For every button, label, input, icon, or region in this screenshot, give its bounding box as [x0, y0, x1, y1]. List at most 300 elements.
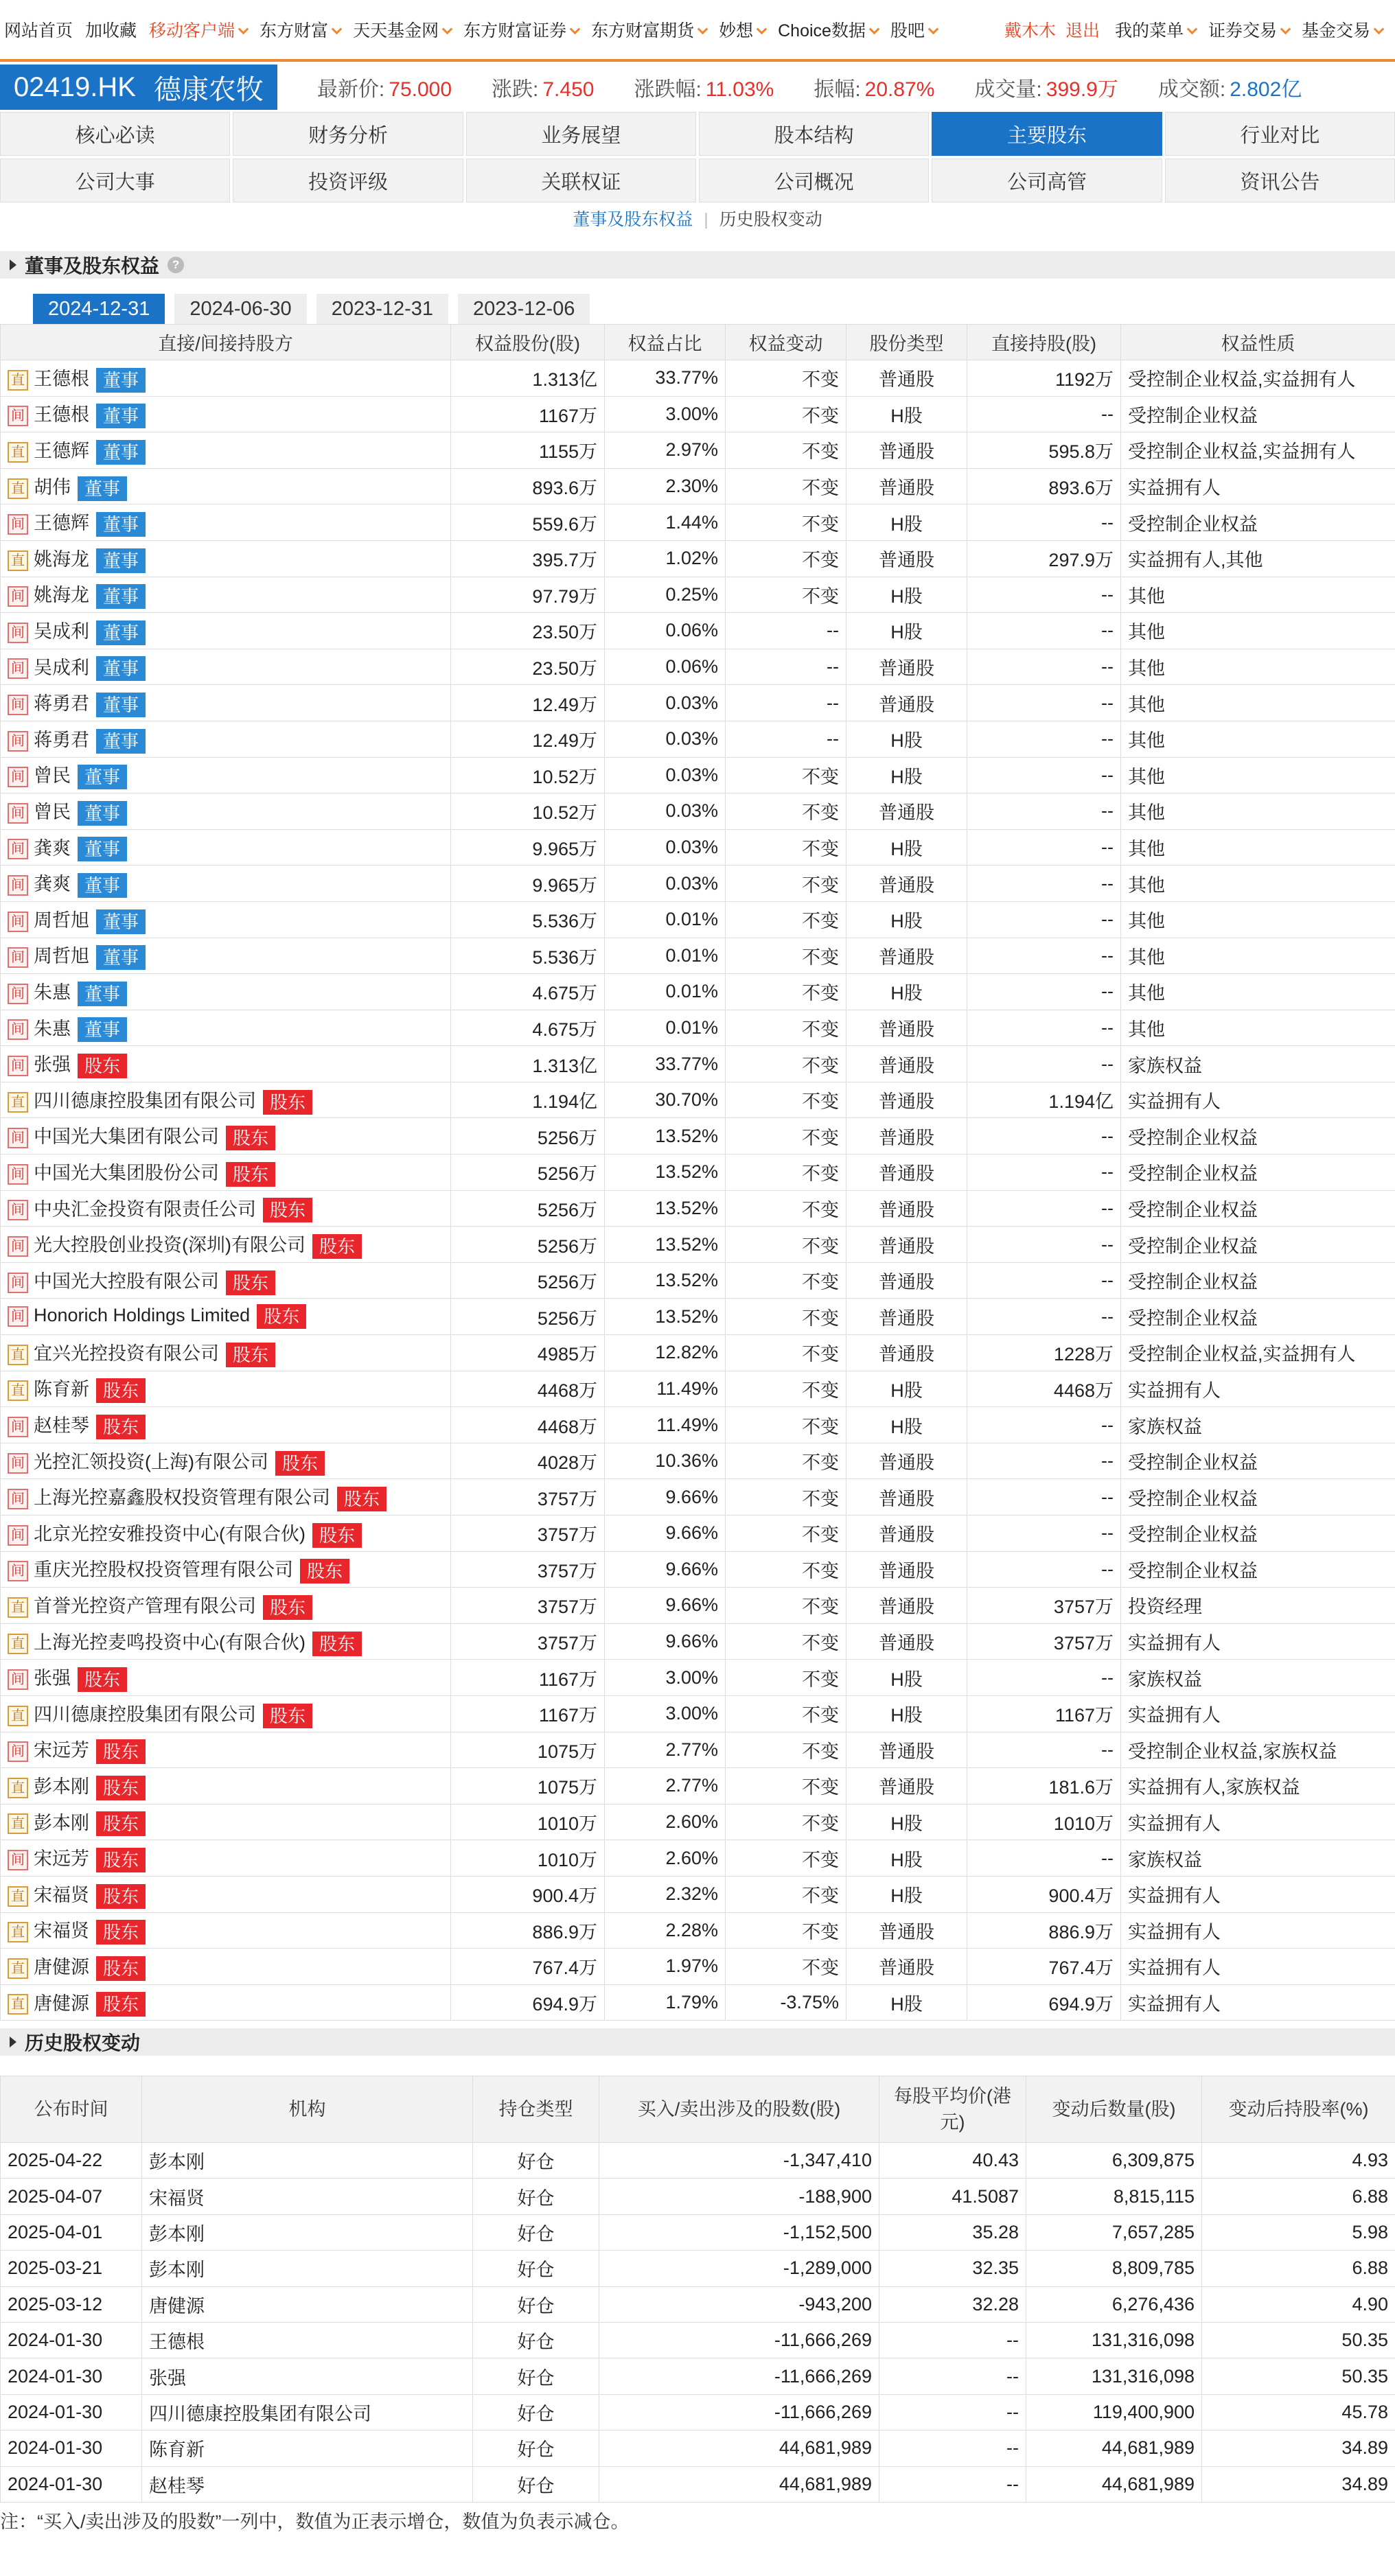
interest-ratio: 1.79% — [605, 1984, 726, 2021]
nav-choice[interactable]: Choice数据 — [778, 17, 878, 42]
share-type: H股 — [846, 1407, 967, 1443]
holder-cell — [1, 829, 451, 866]
interest-shares: 559.6万 — [451, 504, 605, 541]
interest-ratio: 13.52% — [605, 1154, 726, 1191]
nav-mobile[interactable]: 移动客户端 — [149, 17, 247, 42]
holding-type-icon: 间 — [8, 803, 28, 824]
share-type: 普通股 — [846, 1732, 967, 1768]
interest-change: -- — [726, 721, 846, 757]
direct-shares: -- — [967, 577, 1121, 613]
interest-nature: 受控制企业权益 — [1121, 1479, 1395, 1516]
tab-profile[interactable]: 公司概况 — [699, 159, 929, 202]
direct-shares: 181.6万 — [967, 1768, 1121, 1805]
share-type: H股 — [846, 1984, 967, 2021]
interest-nature: 其他 — [1121, 613, 1395, 649]
holder-name[interactable]: 王德根 — [34, 368, 89, 389]
interest-nature: 其他 — [1121, 866, 1395, 902]
direct-shares: -- — [967, 1443, 1121, 1479]
holder-name[interactable]: 陈育新 — [34, 1379, 89, 1400]
holder-cell — [1, 1190, 451, 1227]
interest-change: 不变 — [726, 1551, 846, 1588]
avg-price: 32.28 — [879, 2286, 1026, 2322]
holder-name[interactable]: 蒋勇君 — [34, 729, 89, 750]
avg-price: -- — [879, 2322, 1026, 2358]
share-type: 普通股 — [846, 685, 967, 721]
holder-name[interactable]: 中国光大控股有限公司 — [34, 1270, 219, 1292]
interest-change: 不变 — [726, 974, 846, 1010]
interest-change: 不变 — [726, 1335, 846, 1371]
holding-type-icon: 直 — [8, 1634, 28, 1654]
holder-name[interactable]: 四川德康控股集团有限公司 — [34, 1704, 256, 1725]
holder-role-badge: 董事 — [96, 512, 146, 537]
tab-executives[interactable]: 公司高管 — [932, 159, 1162, 202]
direct-shares: -- — [967, 1154, 1121, 1191]
tab-core[interactable]: 核心必读 — [0, 112, 230, 156]
interest-ratio: 2.60% — [605, 1840, 726, 1877]
nav-guba[interactable]: 股吧 — [890, 17, 937, 42]
holder-name[interactable]: 中国光大集团有限公司 — [34, 1126, 219, 1148]
table-row — [1, 1949, 1395, 1985]
direct-shares: -- — [967, 1010, 1121, 1046]
interest-nature: 家族权益 — [1121, 1660, 1395, 1696]
share-type: H股 — [846, 1371, 967, 1407]
holder-name[interactable]: 赵桂琴 — [34, 1415, 89, 1437]
shares-traded: -1,289,000 — [599, 2251, 879, 2286]
interest-change: 不变 — [726, 1046, 846, 1082]
shares-after: 131,316,098 — [1026, 2322, 1202, 2358]
interest-nature: 其他 — [1121, 829, 1395, 866]
holder-cell — [1, 1695, 451, 1732]
interest-change: 不变 — [726, 1371, 846, 1407]
interest-nature: 投资经理 — [1121, 1588, 1395, 1624]
direct-shares: 900.4万 — [967, 1876, 1121, 1912]
nav-fund[interactable]: 天天基金网 — [353, 17, 451, 42]
stock-code: 02419.HK — [14, 71, 136, 102]
interest-change: 不变 — [726, 468, 846, 504]
interest-change: 不变 — [726, 793, 846, 830]
institution-name[interactable]: 彭本刚 — [142, 2251, 473, 2286]
holder-name[interactable]: 宋福贤 — [34, 1884, 89, 1905]
nav-eastmoney[interactable]: 东方财富 — [260, 17, 341, 42]
holder-name[interactable]: 周哲旭 — [34, 946, 89, 967]
holding-type-icon: 间 — [8, 1453, 28, 1474]
interest-ratio: 0.03% — [605, 793, 726, 830]
nav-futures[interactable]: 东方财富期货 — [591, 17, 706, 42]
holder-cell — [1, 1262, 451, 1299]
subtab-history[interactable]: 历史股权变动 — [719, 210, 822, 229]
column-header: 变动后持股率(%) — [1202, 2076, 1395, 2143]
table-row — [1, 1479, 1395, 1516]
tab-outlook[interactable]: 业务展望 — [466, 112, 696, 156]
holding-type-icon: 间 — [8, 1741, 28, 1762]
interest-change: 不变 — [726, 1407, 846, 1443]
table-row — [1, 757, 1395, 793]
share-type: 普通股 — [846, 1082, 967, 1118]
table-row — [1, 2466, 1395, 2502]
date-tab[interactable]: 2024-12-31 — [33, 294, 165, 324]
nav-my-menu[interactable]: 我的菜单 — [1115, 17, 1196, 42]
nav-home[interactable]: 网站首页 — [4, 21, 73, 40]
interest-ratio: 0.03% — [605, 829, 726, 866]
subtab-director-interests[interactable]: 董事及股东权益 — [573, 210, 693, 229]
holder-cell — [1, 1949, 451, 1985]
direct-shares: -- — [967, 1407, 1121, 1443]
table-row — [1, 1082, 1395, 1118]
interest-shares: 1155万 — [451, 432, 605, 469]
interest-shares: 900.4万 — [451, 1876, 605, 1912]
holder-role-badge: 董事 — [96, 729, 146, 754]
holder-name[interactable]: 王德辉 — [34, 513, 89, 534]
institution-name[interactable]: 四川德康控股集团有限公司 — [142, 2394, 473, 2430]
holder-role-badge: 股东 — [96, 1992, 146, 2017]
holding-pct-after: 5.98 — [1202, 2214, 1395, 2250]
position-type: 好仓 — [473, 2214, 599, 2250]
direct-shares: -- — [967, 1299, 1121, 1335]
holder-name[interactable]: 张强 — [34, 1054, 71, 1076]
holder-name[interactable]: 龚爽 — [34, 837, 71, 859]
holder-name[interactable]: 胡伟 — [34, 476, 71, 498]
holding-type-icon: 间 — [8, 875, 28, 896]
holder-cell — [1, 866, 451, 902]
tab-events[interactable]: 公司大事 — [0, 159, 230, 202]
holder-name[interactable]: 上海光控嘉鑫股权投资管理有限公司 — [34, 1487, 330, 1509]
table-row — [1, 1695, 1395, 1732]
holder-name[interactable]: 光控汇领投资(上海)有限公司 — [34, 1451, 268, 1472]
shares-traded: 44,681,989 — [599, 2430, 879, 2466]
user-name[interactable]: 戴木木 — [1004, 21, 1056, 40]
table-row — [1, 1660, 1395, 1696]
table-row — [1, 360, 1395, 397]
holder-name[interactable]: 宋远芳 — [34, 1740, 89, 1761]
tab-rating[interactable]: 投资评级 — [233, 159, 463, 202]
interest-ratio: 0.01% — [605, 974, 726, 1010]
quote-amount: 成交额: 2.802亿 — [1157, 78, 1302, 101]
direct-shares: -- — [967, 1840, 1121, 1877]
direct-shares: 1228万 — [967, 1335, 1121, 1371]
date-tab[interactable]: 2023-12-06 — [458, 294, 590, 324]
interest-shares: 1167万 — [451, 396, 605, 432]
holder-name[interactable]: 四川德康控股集团有限公司 — [34, 1090, 256, 1111]
holder-cell — [1, 360, 451, 397]
interest-nature: 受控制企业权益 — [1121, 1118, 1395, 1154]
interest-ratio: 0.03% — [605, 685, 726, 721]
interest-nature: 实益拥有人 — [1121, 1912, 1395, 1949]
column-header: 买入/卖出涉及的股数(股) — [599, 2076, 879, 2143]
shares-traded: -11,666,269 — [599, 2358, 879, 2394]
tab-industry[interactable]: 行业对比 — [1165, 112, 1395, 156]
interest-nature: 实益拥有人,家族权益 — [1121, 1768, 1395, 1805]
quote-volume: 成交量: 399.9万 — [974, 78, 1118, 101]
institution-name[interactable]: 赵桂琴 — [142, 2466, 473, 2502]
direct-shares: -- — [967, 396, 1121, 432]
direct-shares: -- — [967, 504, 1121, 541]
holding-type-icon: 间 — [8, 1128, 28, 1148]
share-type: H股 — [846, 1660, 967, 1696]
announce-date: 2025-03-12 — [1, 2286, 142, 2322]
holder-name[interactable]: 张强 — [34, 1668, 71, 1689]
direct-shares: 4468万 — [967, 1371, 1121, 1407]
table-row — [1, 1371, 1395, 1407]
holder-role-badge: 股东 — [226, 1343, 275, 1367]
table-row — [1, 1804, 1395, 1840]
share-type: 普通股 — [846, 649, 967, 685]
announce-date: 2025-04-22 — [1, 2143, 142, 2179]
institution-name[interactable]: 张强 — [142, 2358, 473, 2394]
holding-type-icon: 间 — [8, 947, 28, 968]
holder-role-badge: 股东 — [96, 1378, 146, 1403]
holder-name[interactable]: 龚爽 — [34, 874, 71, 895]
table-row — [1, 1046, 1395, 1082]
holder-name[interactable]: 王德辉 — [34, 441, 89, 462]
holder-cell — [1, 1984, 451, 2021]
holder-name[interactable]: 姚海龙 — [34, 585, 89, 606]
interest-nature: 其他 — [1121, 974, 1395, 1010]
shares-traded: 44,681,989 — [599, 2466, 879, 2502]
interest-shares: 4.675万 — [451, 974, 605, 1010]
column-header: 每股平均价(港元) — [879, 2076, 1026, 2143]
holder-cell — [1, 613, 451, 649]
interest-nature: 受控制企业权益 — [1121, 1262, 1395, 1299]
holder-name[interactable]: 宋远芳 — [34, 1848, 89, 1870]
interest-ratio: 0.25% — [605, 577, 726, 613]
share-type: H股 — [846, 504, 967, 541]
holder-name[interactable]: 朱惠 — [34, 982, 71, 1003]
holder-cell — [1, 1660, 451, 1696]
interest-change: 不变 — [726, 504, 846, 541]
nav-favorite[interactable]: 加收藏 — [85, 21, 137, 40]
direct-shares: -- — [967, 721, 1121, 757]
table-row — [1, 901, 1395, 938]
share-type: 普通股 — [846, 1443, 967, 1479]
interest-change: 不变 — [726, 1840, 846, 1877]
institution-name[interactable]: 宋福贤 — [142, 2179, 473, 2214]
interest-change: 不变 — [726, 1804, 846, 1840]
holding-type-icon: 间 — [8, 1417, 28, 1437]
tab-finance[interactable]: 财务分析 — [233, 112, 463, 156]
holder-role-badge: 董事 — [78, 982, 127, 1006]
section-header-history[interactable] — [0, 2028, 1395, 2056]
interest-ratio: 0.01% — [605, 1010, 726, 1046]
holder-name[interactable]: 上海光控麦鸣投资中心(有限合伙) — [34, 1632, 305, 1653]
holding-pct-after: 45.78 — [1202, 2394, 1395, 2430]
interest-ratio: 2.60% — [605, 1804, 726, 1840]
table-row — [1, 2143, 1395, 2179]
holder-name[interactable]: 彭本刚 — [34, 1776, 89, 1798]
interest-change: 不变 — [726, 432, 846, 469]
interest-shares: 3757万 — [451, 1588, 605, 1624]
interest-change: 不变 — [726, 540, 846, 577]
table-row — [1, 577, 1395, 613]
share-type: 普通股 — [846, 468, 967, 504]
interest-shares: 9.965万 — [451, 829, 605, 866]
holder-name[interactable]: 光大控股创业投资(深圳)有限公司 — [34, 1235, 305, 1256]
holding-type-icon: 直 — [8, 1706, 28, 1726]
holder-name[interactable]: 北京光控安雅投资中心(有限合伙) — [34, 1523, 305, 1544]
holder-name[interactable]: 中国光大集团股份公司 — [34, 1162, 219, 1183]
tab-capital[interactable]: 股本结构 — [699, 112, 929, 156]
direct-shares: -- — [967, 1660, 1121, 1696]
interest-shares: 4468万 — [451, 1407, 605, 1443]
interest-shares: 9.965万 — [451, 866, 605, 902]
holder-name[interactable]: 吴成利 — [34, 657, 89, 678]
interest-shares: 97.79万 — [451, 577, 605, 613]
holder-cell — [1, 540, 451, 577]
holder-role-badge: 董事 — [96, 584, 146, 609]
interest-nature: 其他 — [1121, 649, 1395, 685]
holder-role-badge: 董事 — [96, 693, 146, 717]
holding-type-icon: 间 — [8, 1489, 28, 1509]
nav-securities[interactable]: 东方财富证券 — [463, 17, 579, 42]
holder-name[interactable]: 曾民 — [34, 801, 71, 822]
tab-shareholders[interactable]: 主要股东 — [932, 112, 1162, 156]
institution-name[interactable]: 王德根 — [142, 2322, 473, 2358]
interest-ratio: 0.03% — [605, 757, 726, 793]
date-tab[interactable]: 2024-06-30 — [174, 294, 306, 324]
holder-role-badge: 董事 — [96, 909, 146, 934]
holder-cell — [1, 757, 451, 793]
quote-price: 最新价: 75.000 — [316, 78, 452, 101]
date-tab[interactable]: 2023-12-31 — [316, 294, 448, 324]
interest-nature: 受控制企业权益,家族权益 — [1121, 1732, 1395, 1768]
interest-nature: 受控制企业权益 — [1121, 1227, 1395, 1263]
interest-ratio: 11.49% — [605, 1407, 726, 1443]
shares-traded: -11,666,269 — [599, 2322, 879, 2358]
holder-name[interactable]: Honorich Holdings Limited — [34, 1305, 251, 1326]
position-type: 好仓 — [473, 2179, 599, 2214]
interest-ratio: 33.77% — [605, 1046, 726, 1082]
position-type: 好仓 — [473, 2143, 599, 2179]
logout-link[interactable]: 退出 — [1065, 21, 1100, 40]
interest-change: -- — [726, 685, 846, 721]
holder-name[interactable]: 周哲旭 — [34, 909, 89, 931]
holder-name[interactable]: 宋福贤 — [34, 1921, 89, 1942]
f10-tabs — [0, 112, 1395, 202]
holder-cell — [1, 1516, 451, 1552]
holder-cell — [1, 1876, 451, 1912]
interest-ratio: 30.70% — [605, 1082, 726, 1118]
tab-warrants[interactable]: 关联权证 — [466, 159, 696, 202]
interest-change: 不变 — [726, 1623, 846, 1660]
holder-role-badge: 董事 — [78, 765, 127, 789]
holder-name[interactable]: 王德根 — [34, 404, 89, 426]
holder-role-badge: 股东 — [257, 1304, 306, 1329]
interest-ratio: 1.02% — [605, 540, 726, 577]
institution-name[interactable]: 彭本刚 — [142, 2143, 473, 2179]
interest-shares: 1010万 — [451, 1840, 605, 1877]
direct-shares: -- — [967, 1479, 1121, 1516]
holder-name[interactable]: 姚海龙 — [34, 548, 89, 570]
holder-role-badge: 股东 — [96, 1920, 146, 1945]
share-type: H股 — [846, 829, 967, 866]
interest-change: 不变 — [726, 360, 846, 397]
interest-nature: 实益拥有人 — [1121, 1876, 1395, 1912]
holder-name[interactable]: 曾民 — [34, 765, 71, 787]
share-type: 普通股 — [846, 1949, 967, 1985]
table-row — [1, 432, 1395, 469]
holder-role-badge: 董事 — [96, 548, 146, 573]
institution-name[interactable]: 彭本刚 — [142, 2214, 473, 2250]
tab-news[interactable]: 资讯公告 — [1165, 159, 1395, 202]
shares-after: 6,276,436 — [1026, 2286, 1202, 2322]
holding-type-icon: 间 — [8, 1273, 28, 1293]
direct-shares: -- — [967, 793, 1121, 830]
holding-type-icon: 直 — [8, 478, 28, 499]
holder-name[interactable]: 中央汇金投资有限责任公司 — [34, 1198, 256, 1220]
table-row — [1, 540, 1395, 577]
nav-fund-trade[interactable]: 基金交易 — [1302, 17, 1383, 42]
holder-role-badge: 董事 — [96, 404, 146, 428]
holder-name[interactable]: 重庆光控股权投资管理有限公司 — [34, 1559, 293, 1581]
holder-name[interactable]: 朱惠 — [34, 1018, 71, 1039]
holder-cell — [1, 1227, 451, 1263]
holder-role-badge: 股东 — [96, 1415, 146, 1439]
holder-role-badge: 董事 — [78, 837, 127, 861]
interest-nature: 受控制企业权益 — [1121, 1551, 1395, 1588]
holder-name[interactable]: 吴成利 — [34, 621, 89, 642]
column-header: 变动后数量(股) — [1026, 2076, 1202, 2143]
table-row — [1, 1623, 1395, 1660]
institution-name[interactable]: 陈育新 — [142, 2430, 473, 2466]
section-header-interests[interactable] — [0, 251, 1395, 279]
interest-ratio: 2.32% — [605, 1876, 726, 1912]
holder-name[interactable]: 宜兴光控投资有限公司 — [34, 1343, 219, 1364]
interest-ratio: 1.44% — [605, 504, 726, 541]
table-row — [1, 1840, 1395, 1877]
institution-name[interactable]: 唐健源 — [142, 2286, 473, 2322]
table-row — [1, 2358, 1395, 2394]
holder-name[interactable]: 彭本刚 — [34, 1812, 89, 1833]
holder-name[interactable]: 唐健源 — [34, 1956, 89, 1977]
interest-change: 不变 — [726, 1227, 846, 1263]
table-row — [1, 2430, 1395, 2466]
holder-name[interactable]: 首誉光控资产管理有限公司 — [34, 1596, 256, 1617]
holder-role-badge: 董事 — [96, 945, 146, 970]
interest-shares: 1.313亿 — [451, 1046, 605, 1082]
holder-name[interactable]: 蒋勇君 — [34, 693, 89, 715]
interest-nature: 实益拥有人 — [1121, 1804, 1395, 1840]
interest-nature: 实益拥有人 — [1121, 1082, 1395, 1118]
holder-cell — [1, 1443, 451, 1479]
nav-stock-trade[interactable]: 证券交易 — [1208, 17, 1289, 42]
holder-role-badge: 董事 — [96, 620, 146, 645]
holder-cell — [1, 1912, 451, 1949]
help-icon[interactable]: ? — [168, 257, 184, 273]
holder-name[interactable]: 唐健源 — [34, 1993, 89, 2014]
avg-price: -- — [879, 2430, 1026, 2466]
share-type: 普通股 — [846, 1335, 967, 1371]
holder-role-badge: 股东 — [96, 1811, 146, 1836]
nav-miaoxiang[interactable]: 妙想 — [719, 17, 765, 42]
holder-cell — [1, 396, 451, 432]
interest-change: -- — [726, 613, 846, 649]
table-row — [1, 974, 1395, 1010]
holding-pct-after: 6.88 — [1202, 2179, 1395, 2214]
holding-type-icon: 直 — [8, 1380, 28, 1401]
shares-after: 7,657,285 — [1026, 2214, 1202, 2250]
interest-shares: 10.52万 — [451, 793, 605, 830]
holding-type-icon: 直 — [8, 1958, 28, 1979]
column-header: 机构 — [142, 2076, 473, 2143]
holding-type-icon: 直 — [8, 1922, 28, 1942]
holding-type-icon: 直 — [8, 1813, 28, 1834]
direct-shares: -- — [967, 829, 1121, 866]
table-row — [1, 613, 1395, 649]
shares-after: 44,681,989 — [1026, 2466, 1202, 2502]
holder-cell — [1, 685, 451, 721]
holder-role-badge: 股东 — [263, 1704, 312, 1728]
interest-shares: 10.52万 — [451, 757, 605, 793]
interest-change: 不变 — [726, 1299, 846, 1335]
